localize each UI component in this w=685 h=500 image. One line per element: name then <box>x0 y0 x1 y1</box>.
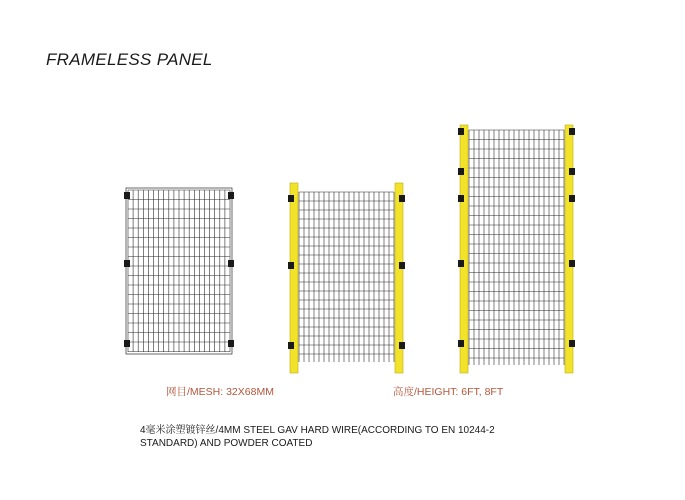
height-caption: 高度/HEIGHT: 6FT, 8FT <box>393 386 504 398</box>
spec-text <box>140 424 580 450</box>
panel-with-posts-8ft-image <box>455 120 580 375</box>
frameless-panel-image <box>118 180 240 360</box>
spec-line-2: STANDARD) AND POWDER COATED <box>140 438 313 449</box>
panel-with-posts-6ft-image <box>285 180 410 375</box>
post-left <box>460 125 468 373</box>
page-title: FRAMELESS PANEL <box>46 50 213 69</box>
mesh-caption: 网目/MESH: 32X68MM <box>166 386 274 398</box>
post-clips <box>458 128 575 347</box>
post-clips <box>288 195 405 349</box>
spec-line-1: 4毫米涂塑镀锌丝/4MM STEEL GAV HARD WIRE(ACCORDING TO EN 10244-2 <box>140 425 495 436</box>
post-right <box>565 125 573 373</box>
